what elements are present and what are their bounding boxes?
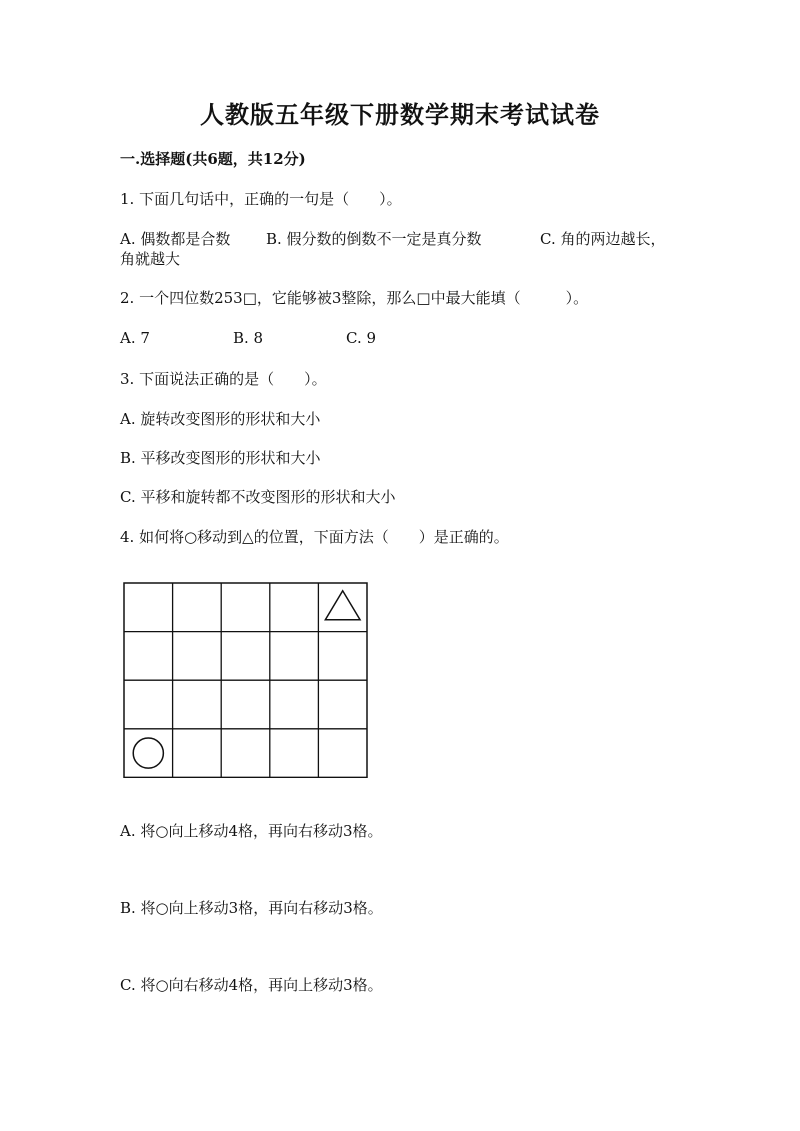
movement-grid [123, 582, 369, 778]
triangle-shape [325, 591, 360, 620]
question-1-option-b: B. 假分数的倒数不一定是真分数 [266, 230, 482, 248]
question-4-option-c: C. 将○向右移动4格，再向上移动3格。 [120, 976, 383, 994]
circle-shape [133, 738, 163, 768]
question-4-stem: 4. 如何将○移动到△的位置，下面方法（ ）是正确的。 [120, 528, 509, 546]
question-1-stem: 1. 下面几句话中，正确的一句是（ ）。 [120, 190, 402, 208]
section-heading: 一.选择题(共6题，共12分) [120, 150, 306, 168]
question-2-option-c: C. 9 [346, 329, 377, 347]
question-1-option-c: C. 角的两边越长， [540, 230, 666, 248]
question-2-stem: 2. 一个四位数253□，它能够被3整除，那么□中最大能填（ ）。 [120, 289, 589, 307]
question-3-option-b: B. 平移改变图形的形状和大小 [120, 449, 321, 467]
exam-title: 人教版五年级下册数学期末考试试卷 [200, 100, 600, 129]
question-3-option-a: A. 旋转改变图形的形状和大小 [120, 410, 321, 428]
question-4-option-b: B. 将○向上移动3格，再向右移动3格。 [120, 899, 383, 917]
question-1-option-a: A. 偶数都是合数 [120, 230, 231, 248]
question-2-option-a: A. 7 [120, 329, 150, 347]
question-1-option-c-continued: 角就越大 [120, 250, 181, 268]
question-3-stem: 3. 下面说法正确的是（ ）。 [120, 370, 327, 388]
question-2-option-b: B. 8 [233, 329, 264, 347]
question-4-option-a: A. 将○向上移动4格，再向右移动3格。 [120, 822, 383, 840]
question-3-option-c: C. 平移和旋转都不改变图形的形状和大小 [120, 488, 396, 506]
